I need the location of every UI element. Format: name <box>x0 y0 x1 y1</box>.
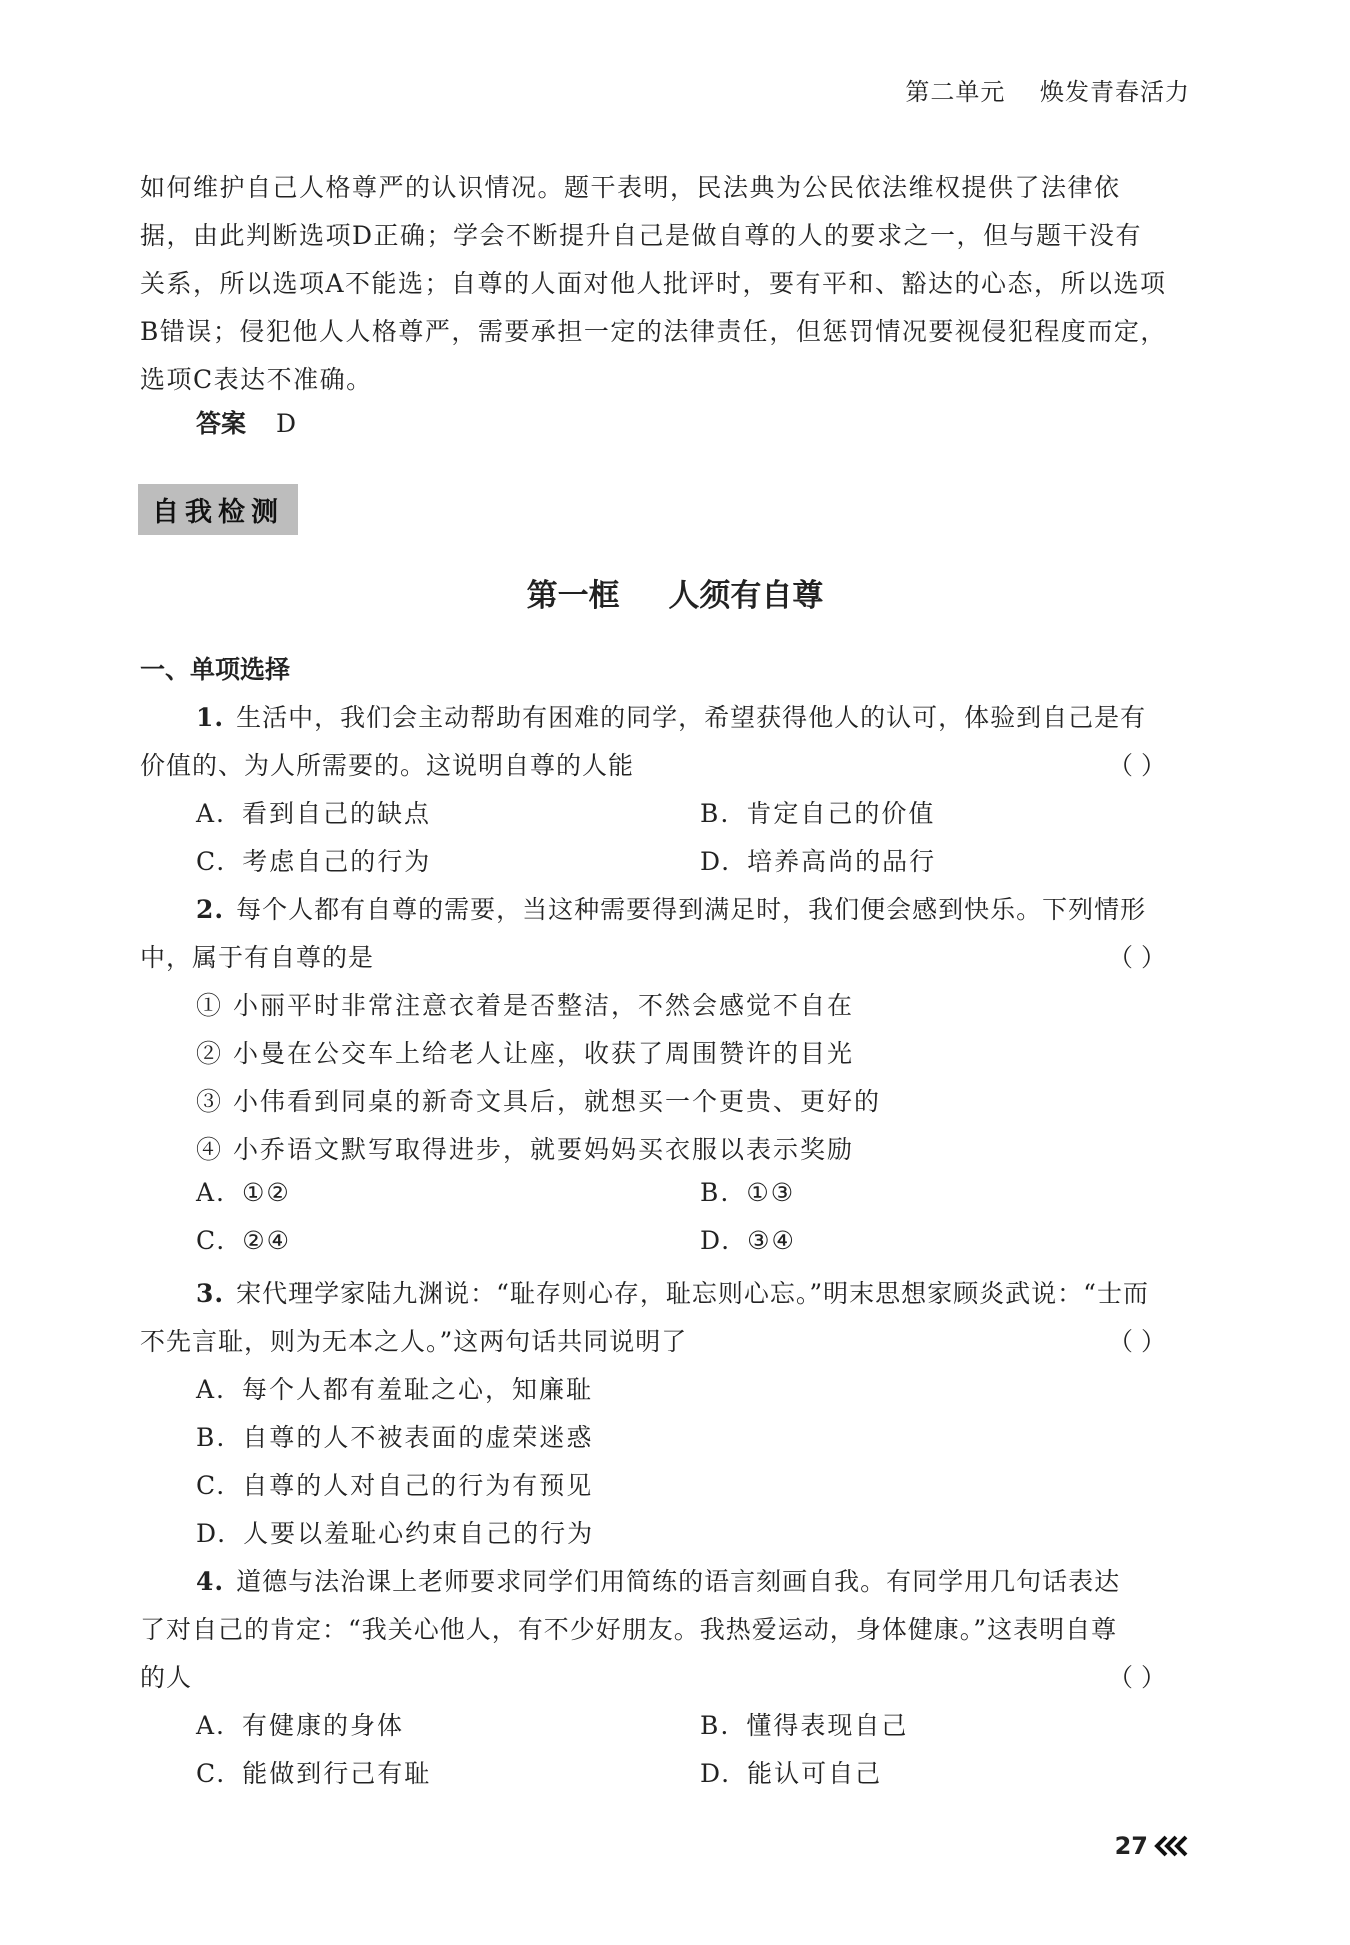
frame-number: 第一框 <box>526 578 620 614</box>
option-c: C. 自尊的人对自己的行为有预见 <box>196 1471 594 1500</box>
statement-1: ① 小丽平时非常注意衣着是否整洁，不然会感觉不自在 <box>196 991 854 1020</box>
statement-3: ③ 小伟看到同桌的新奇文具后，就想买一个更贵、更好的 <box>196 1087 881 1116</box>
question-number: 2. <box>196 895 225 924</box>
option-d: D. 培养高尚的品行 <box>700 847 937 876</box>
analysis-line: 关系，所以选项A不能选；自尊的人面对他人批评时，要有平和、豁达的心态，所以选项 <box>140 269 1167 298</box>
question-text: 每个人都有自尊的需要，当这种需要得到满足时，我们便会感到快乐。下列情形 <box>236 895 1147 924</box>
option-b: B. 肯定自己的价值 <box>700 799 936 828</box>
question-text: 了对自己的肯定：“我关心他人，有不少好朋友。我热爱运动，身体健康。”这表明自尊 <box>140 1615 1118 1644</box>
unit-label: 第二单元 <box>905 78 1006 106</box>
page-number <box>1115 1832 1190 1860</box>
answer <box>196 404 296 440</box>
triple-chevron-left-icon <box>1154 1835 1190 1857</box>
answer-blank: （ ） <box>1108 751 1166 780</box>
analysis-line: 选项C表达不准确。 <box>140 365 373 394</box>
option-c: C. ②④ <box>196 1226 292 1255</box>
frame-name: 人须有自尊 <box>668 578 824 614</box>
question-number: 4. <box>196 1567 225 1596</box>
question-text: 价值的、为人所需要的。这说明自尊的人能 <box>140 751 635 780</box>
page-number-text: 27 <box>1114 1832 1148 1860</box>
statement-4: ④ 小乔语文默写取得进步，就要妈妈买衣服以表示奖励 <box>196 1135 854 1164</box>
part-title: 一、单项选择 <box>140 655 291 684</box>
answer-blank: （ ） <box>1108 1663 1166 1692</box>
answer-blank: （ ） <box>1108 1327 1166 1356</box>
analysis-line: B错误；侵犯他人人格尊严，需要承担一定的法律责任，但惩罚情况要视侵犯程度而定， <box>140 317 1167 346</box>
question-number: 1. <box>196 703 225 732</box>
question-text: 不先言耻，则为无本之人。”这两句话共同说明了 <box>140 1327 688 1356</box>
option-a: A. 每个人都有羞耻之心，知廉耻 <box>196 1375 594 1404</box>
question-text: 宋代理学家陆九渊说：“耻存则心存，耻忘则心忘。”明末思想家顾炎武说：“士而 <box>236 1279 1149 1308</box>
answer-label: 答案 <box>196 409 247 438</box>
option-a: A. 有健康的身体 <box>196 1711 405 1740</box>
section-badge: 自我检测 <box>138 484 298 535</box>
option-a: A. 看到自己的缺点 <box>196 799 432 828</box>
running-head <box>905 72 1190 107</box>
option-d: D. ③④ <box>700 1226 796 1255</box>
option-b: B. ①③ <box>700 1178 796 1207</box>
statement-2: ② 小曼在公交车上给老人让座，收获了周围赞许的目光 <box>196 1039 854 1068</box>
question-text: 的人 <box>140 1663 193 1692</box>
question-text: 生活中，我们会主动帮助有困难的同学，希望获得他人的认可，体验到自己是有 <box>236 703 1147 732</box>
option-c: C. 考虑自己的行为 <box>196 847 432 876</box>
analysis-line: 据，由此判断选项D正确；学会不断提升自己是做自尊的人的要求之一，但与题干没有 <box>140 221 1143 250</box>
frame-title <box>0 570 1350 615</box>
option-d: D. 能认可自己 <box>700 1759 883 1788</box>
option-c: C. 能做到行己有耻 <box>196 1759 432 1788</box>
unit-title: 焕发青春活力 <box>1040 78 1190 106</box>
analysis-line: 如何维护自己人格尊严的认识情况。题干表明，民法典为公民依法维权提供了法律依 <box>140 173 1121 202</box>
question-text: 道德与法治课上老师要求同学们用简练的语言刻画自我。有同学用几句话表达 <box>236 1567 1121 1596</box>
question-number: 3. <box>196 1279 225 1308</box>
option-a: A. ①② <box>196 1178 291 1207</box>
question-text: 中，属于有自尊的是 <box>140 943 375 972</box>
answer-value: D <box>275 409 297 438</box>
option-b: B. 自尊的人不被表面的虚荣迷惑 <box>196 1423 594 1452</box>
option-d: D. 人要以羞耻心约束自己的行为 <box>196 1519 595 1548</box>
option-b: B. 懂得表现自己 <box>700 1711 909 1740</box>
answer-blank: （ ） <box>1108 943 1166 972</box>
